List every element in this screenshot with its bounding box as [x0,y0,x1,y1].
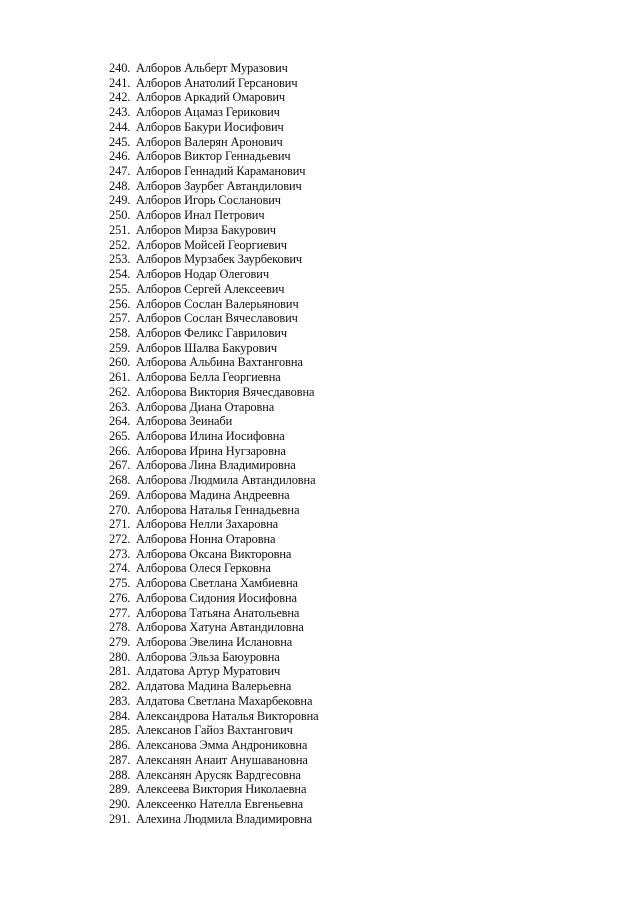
entry-number: 277. [109,605,131,620]
list-item [109,650,319,665]
entry-name: Алборов Виктор Геннадьевич [136,149,291,164]
list-item [109,694,319,709]
entry-name: Алборова Наталья Геннадьевна [136,502,300,517]
entry-number: 243. [109,105,131,120]
list-item [109,664,319,679]
list-item [109,208,319,223]
entry-name: Алборова Эльза Баюуровна [136,649,280,664]
entry-name: Алборова Альбина Вахтанговна [136,355,303,370]
entry-number: 241. [109,75,131,90]
list-item [109,444,319,459]
list-item [109,812,319,827]
entry-number: 268. [109,473,131,488]
list-item [109,561,319,576]
list-item [109,355,319,370]
entry-name: Алборов Ацамаз Герикович [136,105,280,120]
entry-name: Алборова Нелли Захаровна [136,517,279,532]
list-item [109,473,319,488]
entry-name: Алборов Анатолий Герсанович [136,75,298,90]
entry-name: Алборов Валерян Аронович [136,134,283,149]
entry-number: 260. [109,355,131,370]
entry-name: Алексеева Виктория Николаевна [136,782,307,797]
entry-name: Алборов Игорь Сосланович [136,193,281,208]
entry-number: 290. [109,796,131,811]
list-item [109,297,319,312]
list-item [109,238,319,253]
list-item [109,370,319,385]
entry-name: Алборова Нонна Отаровна [136,532,276,546]
entry-number: 291. [109,811,131,826]
list-item [109,429,319,444]
list-item [109,120,319,135]
entry-name: Алборов Сослан Валерьянович [136,296,299,311]
entry-number: 259. [109,340,131,355]
entry-number: 279. [109,635,131,650]
entry-number: 254. [109,267,131,282]
entry-name: Алборова Виктория Вячесдавовна [136,384,315,399]
list-item [109,252,319,267]
entry-number: 287. [109,752,131,767]
entry-name: Алексанян Арусяк Вардгесовна [136,767,301,782]
list-item [109,90,319,105]
entry-number: 285. [109,723,131,738]
entry-name: Алборов Геннадий Караманович [136,164,306,179]
list-item [109,709,319,724]
entry-number: 273. [109,546,131,561]
list-item [109,753,319,768]
entry-name: Алборова Оксана Викторовна [136,546,292,561]
entry-name: Алборов Сослан Вячеславович [136,311,298,326]
entry-number: 245. [109,134,131,149]
entry-name: Алборов Инал Петрович [136,208,265,223]
entry-number: 252. [109,237,131,252]
list-item [109,267,319,282]
entry-name: Алборова Сидония Иосифовна [136,590,297,605]
entry-name: Алборов Заурбег Автандилович [136,178,302,193]
entry-name: Алборова Лина Владимировна [136,458,296,473]
entry-number: 274. [109,561,131,576]
list-item [109,282,319,297]
entry-number: 278. [109,620,131,635]
entry-name: Алборова Ирина Нугзаровна [136,443,286,458]
list-item [109,768,319,783]
entry-name: Алборова Зеинаби [136,414,233,429]
list-item [109,782,319,797]
name-list [109,61,319,826]
entry-number: 272. [109,532,131,546]
entry-name: Алборова Эвелина Ислановна [136,635,293,650]
list-item [109,723,319,738]
entry-name: Алборова Хатуна Автандиловна [136,620,304,635]
list-item [109,532,319,547]
entry-name: Алборова Татьяна Анатольевна [136,605,300,620]
entry-number: 267. [109,458,131,473]
entry-name: Алборов Бакури Иосифович [136,119,284,134]
list-item [109,105,319,120]
entry-name: Алексанова Эмма Андрониковна [136,738,308,753]
entry-number: 257. [109,311,131,326]
entry-number: 265. [109,428,131,443]
list-item [109,149,319,164]
entry-number: 253. [109,252,131,267]
entry-number: 244. [109,119,131,134]
entry-number: 242. [109,90,131,105]
entry-name: Алборов Альберт Муразович [136,61,288,75]
entry-name: Алборов Мойсей Георгиевич [136,237,287,252]
list-item [109,179,319,194]
list-item [109,503,319,518]
entry-name: Алборова Илина Иосифовна [136,428,285,443]
entry-name: Алексанов Гайоз Вахтангович [136,723,293,738]
entry-name: Алексеенко Нателла Евгеньевна [136,796,304,811]
entry-name: Алборова Мадина Андреевна [136,487,290,502]
entry-name: Алборов Аркадий Омарович [136,90,286,105]
list-item [109,591,319,606]
entry-name: Александрова Наталья Викторовна [136,708,319,723]
entry-name: Алборова Диана Отаровна [136,399,275,414]
entry-number: 263. [109,399,131,414]
entry-name: Алборов Шалва Бакурович [136,340,278,355]
entry-name: Алборов Феликс Гаврилович [136,325,288,340]
list-item [109,458,319,473]
list-item [109,547,319,562]
entry-name: Алдатова Артур Муратович [136,664,281,679]
list-item [109,400,319,415]
entry-number: 276. [109,590,131,605]
entry-number: 284. [109,708,131,723]
entry-number: 283. [109,693,131,708]
entry-number: 288. [109,767,131,782]
entry-number: 282. [109,679,131,694]
entry-name: Алборов Сергей Алексеевич [136,281,285,296]
entry-number: 275. [109,576,131,591]
list-item [109,576,319,591]
entry-name: Алексанян Анаит Анушавановна [136,752,308,767]
list-item [109,517,319,532]
entry-number: 264. [109,414,131,429]
entry-number: 261. [109,370,131,385]
entry-name: Алдатова Мадина Валерьевна [136,679,292,694]
entry-number: 256. [109,296,131,311]
entry-number: 246. [109,149,131,164]
entry-number: 255. [109,281,131,296]
entry-number: 249. [109,193,131,208]
entry-number: 289. [109,782,131,797]
entry-name: Алборова Светлана Хамбиевна [136,576,298,591]
list-item [109,135,319,150]
entry-name: Алборова Людмила Автандиловна [136,473,316,488]
list-item [109,797,319,812]
list-item [109,61,319,76]
list-item [109,738,319,753]
list-item [109,385,319,400]
entry-name: Алборов Нодар Олегович [136,267,269,282]
entry-number: 240. [109,61,131,75]
entry-name: Алехина Людмила Владимировна [136,811,313,826]
entry-number: 262. [109,384,131,399]
entry-number: 250. [109,208,131,223]
entry-number: 251. [109,222,131,237]
entry-name: Алборова Олеся Герковна [136,561,271,576]
list-item [109,620,319,635]
list-item [109,414,319,429]
entry-name: Алборов Мирза Бакурович [136,222,276,237]
list-item [109,311,319,326]
list-item [109,193,319,208]
entry-number: 258. [109,325,131,340]
entry-number: 270. [109,502,131,517]
list-item [109,341,319,356]
entry-number: 247. [109,164,131,179]
list-item [109,679,319,694]
list-item [109,76,319,91]
list-item [109,606,319,621]
list-item [109,635,319,650]
entry-number: 248. [109,178,131,193]
entry-number: 269. [109,487,131,502]
list-item [109,488,319,503]
entry-name: Алдатова Светлана Махарбековна [136,693,313,708]
entry-number: 271. [109,517,131,532]
entry-number: 280. [109,649,131,664]
entry-number: 266. [109,443,131,458]
entry-number: 281. [109,664,131,679]
entry-name: Алборов Мурзабек Заурбекович [136,252,302,267]
entry-name: Алборова Белла Георгиевна [136,370,281,385]
list-item [109,326,319,341]
list-item [109,164,319,179]
entry-number: 286. [109,738,131,753]
list-item [109,223,319,238]
